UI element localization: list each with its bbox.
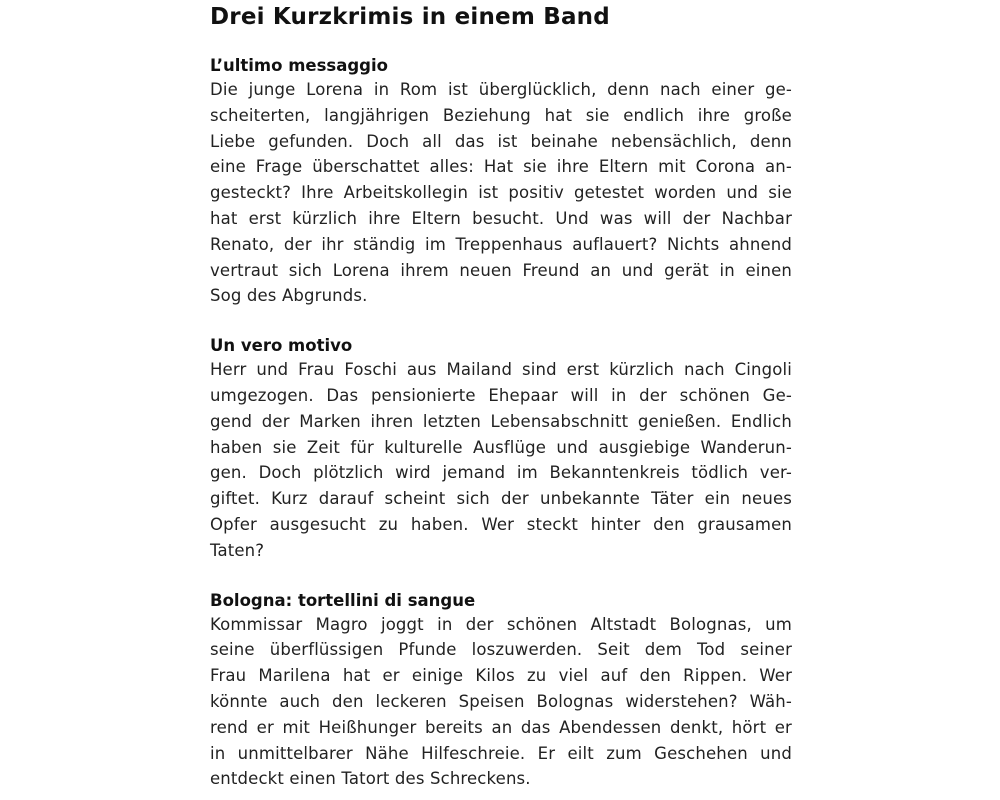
book-blurb-page bbox=[210, 0, 792, 792]
text-line: Taten? bbox=[210, 540, 265, 560]
text-line: Opfer ausgesucht zu haben. Wer steckt hinter den grausamen bbox=[210, 514, 792, 534]
story-section-ultimo-messaggio bbox=[210, 54, 792, 309]
text-line: umgezogen. Das pensionierte Ehepaar will in der schönen Ge- bbox=[210, 385, 792, 405]
text-line: rend er mit Heißhunger bereits an das Abendessen denkt, hört er bbox=[210, 717, 792, 737]
text-line: Sog des Abgrunds. bbox=[210, 286, 368, 306]
story-section-un-vero-motivo bbox=[210, 334, 792, 563]
story-heading: Bologna: tortellini di sangue bbox=[210, 590, 476, 610]
text-line: haben sie Zeit für kulturelle Ausflüge und ausgiebige Wanderun- bbox=[210, 437, 792, 457]
text-line: seine überflüssigen Pfunde loszuwerden. Seit dem Tod seiner bbox=[210, 640, 792, 660]
story-text bbox=[210, 612, 792, 793]
text-line: entdeckt einen Tatort des Schreckens. bbox=[210, 769, 531, 789]
text-line: Die junge Lorena in Rom ist überglücklich, denn nach einer ge- bbox=[210, 80, 792, 99]
story-text bbox=[210, 77, 792, 309]
text-line: in unmittelbarer Nähe Hilfeschreie. Er eilt zum Geschehen und bbox=[210, 743, 792, 763]
story-text bbox=[210, 357, 792, 563]
text-line: Renato, der ihr ständig im Treppenhaus auflauert? Nichts ahnend bbox=[210, 234, 792, 254]
text-line: Herr und Frau Foschi aus Mailand sind erst kürzlich nach Cingoli bbox=[210, 360, 792, 380]
story-section-bologna-tortellini bbox=[210, 589, 792, 793]
text-line: gen. Doch plötzlich wird jemand im Bekanntenkreis tödlich ver- bbox=[210, 463, 792, 483]
text-line: Kommissar Magro joggt in der schönen Altstadt Bolognas, um bbox=[210, 614, 792, 634]
text-line: hat erst kürzlich ihre Eltern besucht. Und was will der Nachbar bbox=[210, 208, 792, 228]
text-line: giftet. Kurz darauf scheint sich der unbekannte Täter ein neues bbox=[210, 489, 792, 509]
text-line: Liebe gefunden. Doch all das ist beinahe nebensächlich, denn bbox=[210, 131, 792, 151]
story-heading: Un vero motivo bbox=[210, 336, 353, 356]
text-line: gesteckt? Ihre Arbeitskollegin ist positiv getestet worden und sie bbox=[210, 183, 792, 203]
text-line: vertraut sich Lorena ihrem neuen Freund an und gerät in einen bbox=[210, 260, 792, 280]
story-heading: L’ultimo messaggio bbox=[210, 56, 388, 75]
text-line: eine Frage überschattet alles: Hat sie ihre Eltern mit Corona an- bbox=[210, 157, 792, 177]
text-line: scheiterten, langjährigen Beziehung hat sie endlich ihre große bbox=[210, 105, 792, 125]
text-line: gend der Marken ihren letzten Lebensabschnitt genießen. Endlich bbox=[210, 411, 792, 431]
text-line: Frau Marilena hat er einige Kilos zu viel auf den Rippen. Wer bbox=[210, 666, 792, 686]
page-title: Drei Kurzkrimis in einem Band bbox=[210, 4, 610, 30]
text-line: könnte auch den leckeren Speisen Bolognas widerstehen? Wäh- bbox=[210, 691, 792, 711]
